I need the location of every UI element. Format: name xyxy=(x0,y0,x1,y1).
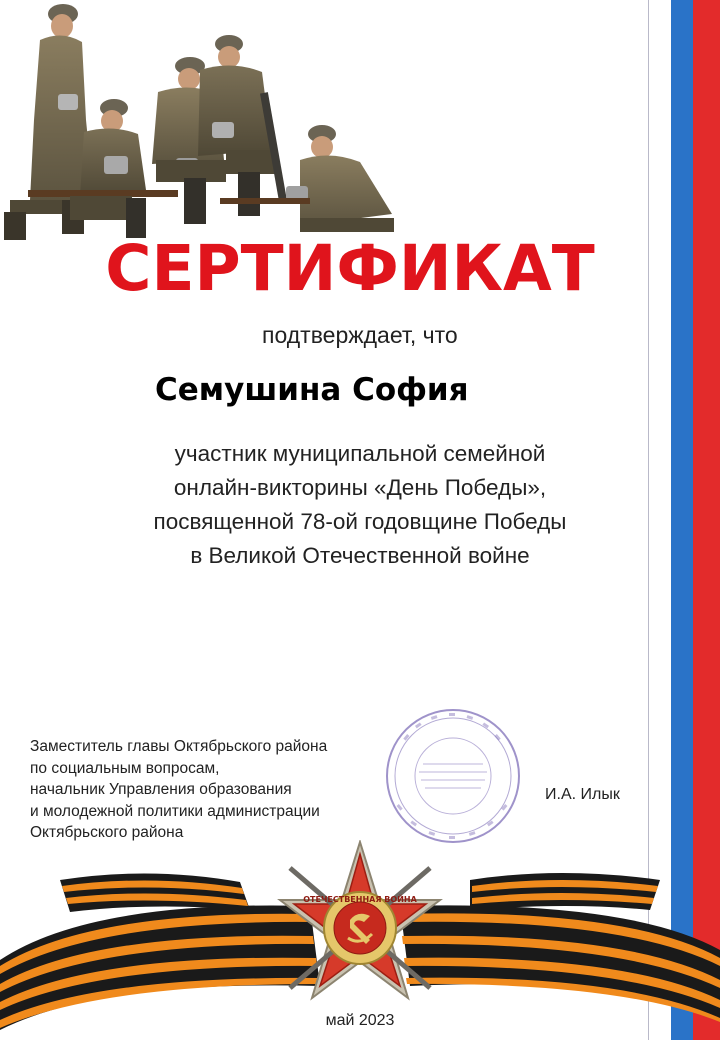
soldiers-illustration xyxy=(0,0,420,250)
achievement-line: посвященной 78-ой годовщине Победы xyxy=(153,509,567,534)
signer-name: И.А. Илык xyxy=(545,786,620,803)
signer-title-line: Октябрьского района xyxy=(30,824,184,841)
achievement-line: в Великой Отечественной войне xyxy=(190,543,530,568)
signer-title xyxy=(30,736,327,844)
achievement-line: онлайн-викторины «День Победы», xyxy=(173,475,547,500)
signer-title-line: и молодежной политики администрации xyxy=(30,802,320,820)
st-george-ribbon xyxy=(0,840,720,1040)
achievement-text xyxy=(140,437,580,573)
signer-title-line: по социальным вопросам, xyxy=(30,759,220,777)
order-inscription: ОТЕЧЕСТВЕННАЯ ВОЙНА xyxy=(303,895,417,904)
certificate-title-text: СЕРТИФИКАТ xyxy=(105,232,595,305)
certificate-title xyxy=(70,226,630,306)
official-stamp xyxy=(383,706,523,846)
achievement-line: участник муниципальной семейной xyxy=(174,441,546,466)
recipient-name: Семушина София xyxy=(155,372,469,408)
ribbon-right xyxy=(400,873,720,1022)
confirm-text: подтверждает, что xyxy=(262,322,458,348)
ribbon-left xyxy=(0,873,320,1030)
signer-title-line: начальник Управления образования xyxy=(30,781,292,798)
signer-title-line: Заместитель главы Октябрьского района xyxy=(30,738,328,755)
certificate-date: май 2023 xyxy=(325,1012,395,1029)
